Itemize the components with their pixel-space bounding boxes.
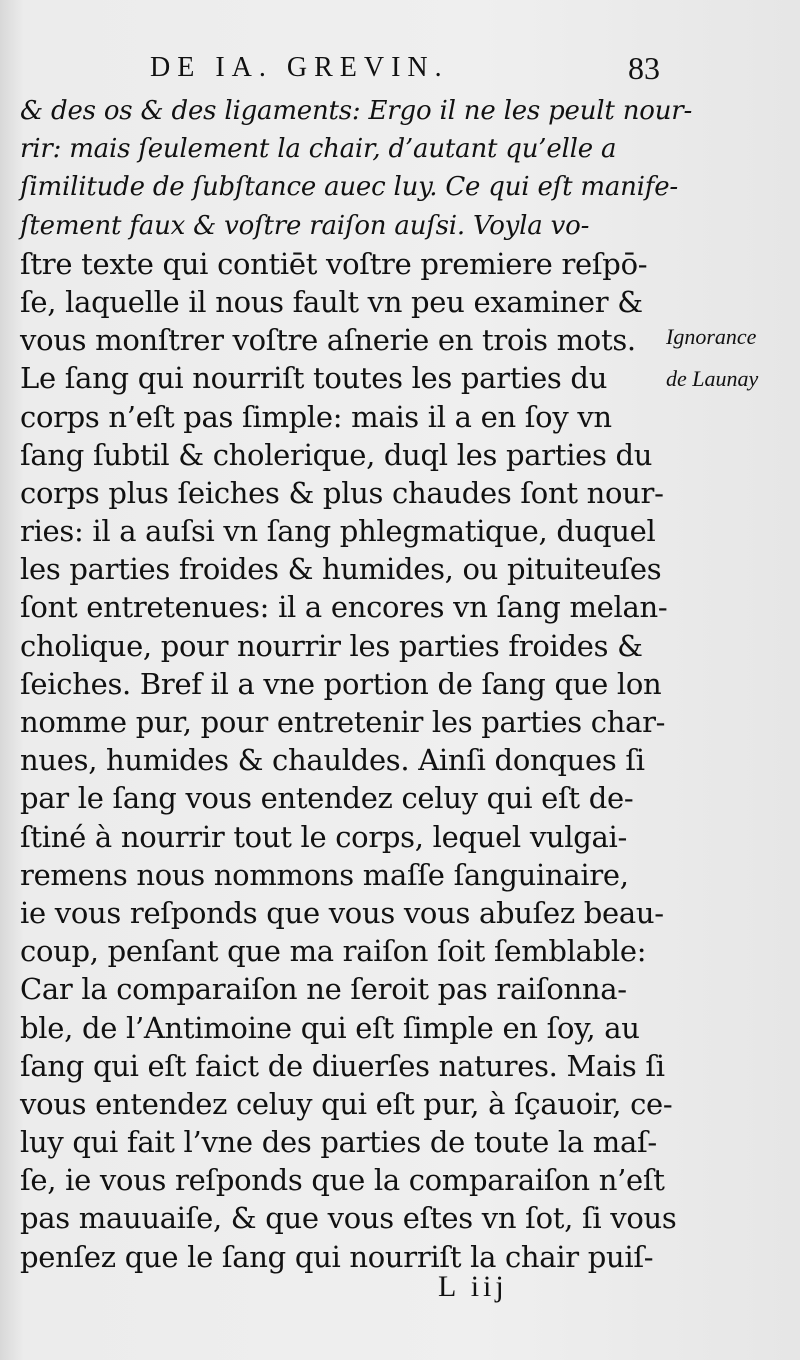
text-line: ſe, laquelle il nous fault vn peu examiner & <box>20 284 643 319</box>
text-line: nues, humides & chauldes. Ainſi donques ſi <box>20 743 645 778</box>
body-text <box>20 92 693 1276</box>
text-line: ie vous reſponds que vous vous abuſez beau- <box>20 895 664 930</box>
text-line: vous monſtrer voſtre aſnerie en trois mots. <box>20 323 636 358</box>
text-line: ble, de l’Antimoine qui eſt ſimple en ſoy, au <box>20 1010 640 1045</box>
text-line: ſtre texte qui contiēt voſtre premiere reſpō- <box>20 246 648 281</box>
text-line: ſtiné à nourrir tout le corps, lequel vulgai- <box>20 819 627 854</box>
text-line: luy qui fait l’vne des parties de toute la maſ- <box>20 1125 657 1160</box>
text-line: nomme pur, pour entretenir les parties char- <box>20 705 666 739</box>
text-line: Car la comparaiſon ne ſeroit pas raiſonna- <box>20 972 627 1007</box>
running-head: DE IA. GREVIN. <box>150 52 449 83</box>
text-line: & des os & des ligaments: Ergo il ne les peult nour- <box>20 96 693 126</box>
text-line: rir: mais ſeulement la chair, d’autant qu’elle a <box>20 134 617 165</box>
text-line: penſez que le ſang qui nourriſt la chair puiſ- <box>20 1239 654 1274</box>
margin-note-line-1: Ignorance <box>666 324 757 349</box>
text-line: ſont entretenues: il a encores vn ſang melan- <box>20 590 668 625</box>
text-line: ſang qui eſt faict de diuerſes natures. Mais ſi <box>20 1048 665 1083</box>
text-line: remens nous nommons maſſe ſanguinaire, <box>20 857 629 892</box>
text-line: pas mauuaiſe, & que vous eſtes vn ſot, ſi vous <box>20 1201 677 1236</box>
margin-note-line-2: de Launay <box>666 366 759 391</box>
text-line: vous entendez celuy qui eſt pur, à ſçauoir, ce- <box>20 1086 673 1121</box>
text-line: ſimilitude de ſubſtance auec luy. Ce qui eſt manife- <box>20 172 678 203</box>
signature-mark: L iij <box>438 1270 508 1303</box>
page-number: 83 <box>628 50 660 86</box>
text-line: les parties froides & humides, ou pituiteuſes <box>20 552 662 587</box>
text-line: ſtement faux & voſtre raiſon auſsi. Voyla vo- <box>20 210 590 241</box>
text-line: ſe, ie vous reſponds que la comparaiſon n’eſt <box>20 1163 665 1198</box>
text-line: ries: il a auſsi vn ſang phlegmatique, duquel <box>20 514 656 549</box>
text-line: corps plus ſeiches & plus chaudes ſont nour- <box>20 475 664 510</box>
text-line: coup, penſant que ma raiſon ſoit ſemblable: <box>20 934 647 969</box>
text-line: ſang ſubtil & cholerique, duql les parties du <box>20 437 653 472</box>
text-line: ſeiches. Bref il a vne portion de ſang que lon <box>20 666 662 701</box>
text-line: cholique, pour nourrir les parties froides & <box>20 628 643 663</box>
text-line: corps n’eſt pas ſimple: mais il a en ſoy vn <box>20 399 612 434</box>
text-line: Le ſang qui nourriſt toutes les parties du <box>20 361 608 396</box>
text-line: par le ſang vous entendez celuy qui eſt de- <box>20 781 634 816</box>
